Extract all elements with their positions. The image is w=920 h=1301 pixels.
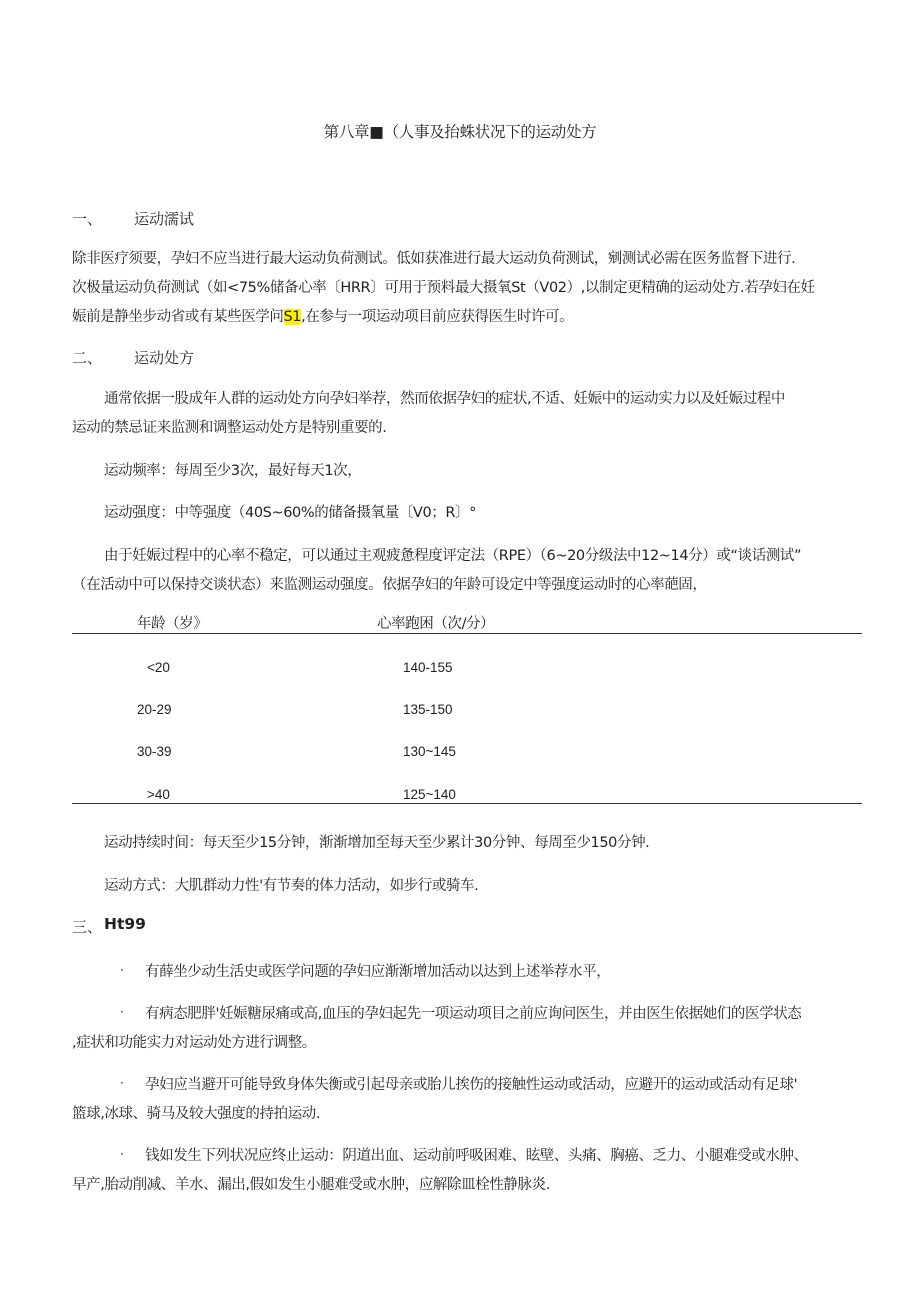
section-3-number: 三、 [72, 918, 103, 936]
exercise-intensity: 运动强度：中等强度（40S~60%的储备摄氧量〔V0；R〕° [104, 505, 477, 521]
table-bottom-rule [72, 803, 862, 804]
table-header-age: 年龄（岁》 [137, 616, 208, 632]
table-cell-age: <20 [147, 660, 170, 675]
section-1-paragraph-line-2: 次极量运动负荷测试（如<75%储备心率〔HRR〕可用于预料最大摄氧St（V02）,以制定更精确的运动处方.若孕妇在妊 [72, 280, 815, 296]
table-cell-age: 20-29 [137, 702, 172, 717]
table-cell-heart-rate: 135-150 [403, 702, 453, 717]
bullet-marker: · [120, 1076, 124, 1090]
table-cell-heart-rate: 125~140 [403, 787, 456, 802]
bullet-3-text-line-1: 孕妇应当避开可能导致身体失衡或引起母亲或胎儿挨伤的接触性运动或活动，应避开的运动或活动有足球' [145, 1077, 798, 1093]
section-2-number: 二、 [72, 349, 103, 367]
bullet-2-text-line-2: ,症状和功能实力对运动处方进行调整。 [72, 1035, 316, 1051]
section-2-heading: 运动处方 [134, 349, 195, 367]
page-title: 第八章■（人事及抬蛛状况下的运动处方 [323, 123, 597, 141]
bullet-4-text-line-2: 早产,胎动削减、羊水、漏出,假如发生小腿难受或水肿，应解除皿栓性静脉炎. [72, 1177, 550, 1193]
bullet-2-text-line-1: 有病态肥胖'妊娠糖尿痛或高,血压的孕妇起先一项运动项目之前应询问医生，并由医生依据她们的医学状态 [145, 1006, 802, 1022]
section-1-number: 一、 [72, 210, 103, 228]
bullet-1-text: 有薛坐少动生活史或医学问题的孕妇应渐渐增加活动以达到上述举荐水平， [145, 964, 611, 980]
table-header-heart-rate: 心率跑困（次/分） [377, 616, 495, 632]
section-3-heading: Ht99 [104, 915, 146, 933]
bullet-marker: · [120, 963, 124, 977]
section-2-paragraph-line-2: 运动的禁忌证来监测和调整运动处方是特别重要的. [72, 420, 387, 436]
section-1-text-part-2: ,在参与一项运动项目前应获得医生时许可。 [301, 309, 574, 325]
section-1-paragraph-line-1: 除非医疗须要，孕妇不应当进行最大运动负荷测试。低如获准进行最大运动负荷测试，剜测试必需在医务监督下进行. [72, 251, 796, 267]
table-cell-heart-rate: 140-155 [403, 660, 453, 675]
bullet-marker: · [120, 1147, 124, 1161]
bullet-marker: · [120, 1005, 124, 1019]
table-cell-age: 30-39 [137, 744, 172, 759]
section-2-paragraph-line-3: 由于妊娠过程中的心率不稳定，可以通过主观疲惫程度评定法（RPE）（6~20分级法中12~14分）或“谈话测试” [104, 548, 802, 564]
section-1-heading: 运动濡试 [134, 210, 195, 228]
section-2-paragraph-line-1: 通常依据一股成年人群的运动处方向孕妇举荐，然而依据孕妇的症状,不适、妊娠中的运动实力以及妊娠过程中 [104, 391, 786, 407]
section-2-paragraph-line-4: （在活动中可以保持交谈状态）来监测运动强度。依据孕妇的年龄可设定中等强度运动时的心率葩固， [72, 577, 707, 593]
bullet-3-text-line-2: 篮球,冰球、骑马及较大强度的持拍运动. [72, 1106, 321, 1122]
bullet-4-text-line-1: 钱如发生下列状况应终止运动：阴道出血、运动前呼吸困难、眩壁、头痛、胸癌、乏力、小腿难受或水肿、 [145, 1148, 808, 1164]
highlighted-text: S1 [283, 309, 302, 325]
exercise-duration: 运动持续时间：每天至少15分钟，渐渐增加至每天至少累计30分钟、每周至少150分钟. [104, 835, 650, 851]
table-cell-age: >40 [147, 787, 170, 802]
section-1-paragraph-line-3 [72, 305, 573, 326]
exercise-frequency: 运动频率：每周至少3次，最好每天1次， [104, 463, 362, 479]
exercise-mode: 运动方式：大肌群动力性'有节奏的体力活动，如步行或骑车. [104, 878, 479, 894]
section-1-text-part-1: 娠前是静坐步动省或有某些医学问 [72, 309, 284, 325]
table-cell-heart-rate: 130~145 [403, 744, 456, 759]
table-top-rule [72, 633, 862, 634]
